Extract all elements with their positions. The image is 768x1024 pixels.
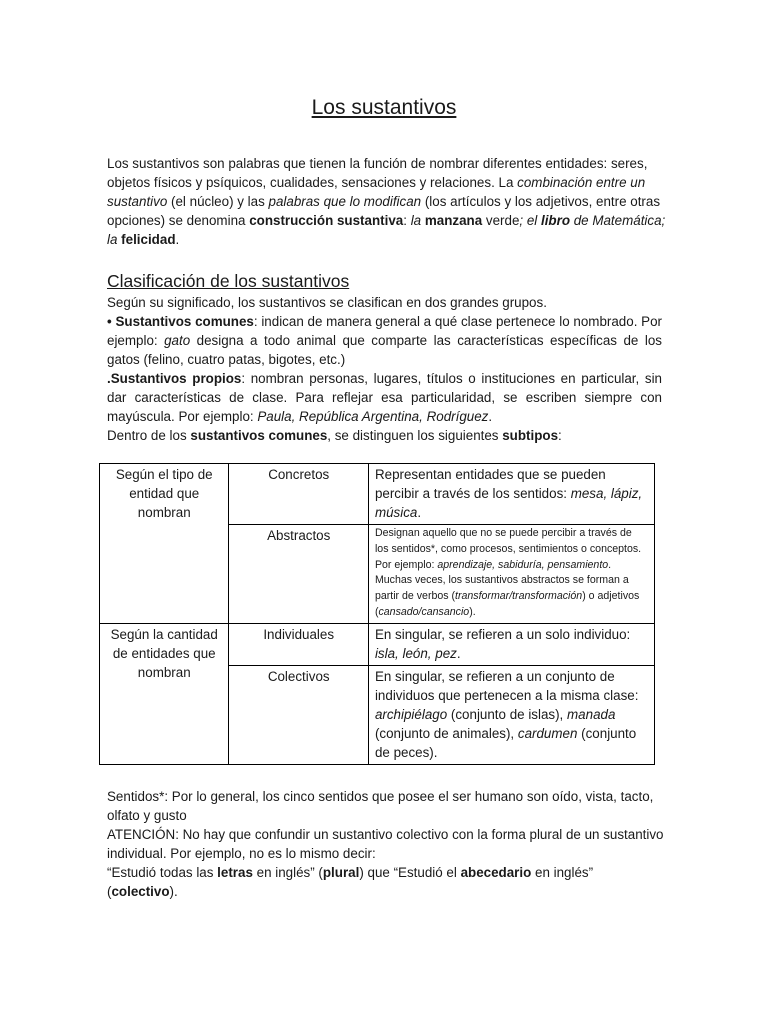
classification-section — [107, 293, 662, 445]
table-row — [100, 464, 655, 525]
definition-cell-colectivos: En singular, se refieren a un conjunto de individuos que pertenecen a la misma clase: archipiélago (conjunto de islas), manada (conjunto de animales), cardumen (conjunto de peces). — [368, 665, 654, 764]
classification-intro: Según su significado, los sustantivos se clasifican en dos grandes grupos. — [107, 295, 547, 310]
section-title: Clasificación de los sustantivos — [107, 271, 350, 291]
subtypes-table — [99, 463, 655, 765]
notes-section — [107, 787, 667, 901]
table-row — [100, 623, 655, 665]
example-sentence: “Estudió todas las letras en inglés” (plural) que “Estudió el abecedario en inglés” (colectivo). — [107, 865, 594, 899]
type-cell-concretos: Concretos — [229, 464, 369, 525]
type-cell-abstractos: Abstractos — [229, 525, 369, 624]
attention-note: ATENCIÓN: No hay que confundir un sustantivo colectivo con la forma plural de un sustantivo individual. Por ejemplo, no es lo mismo decir: — [107, 827, 664, 861]
common-nouns-paragraph: • Sustantivos comunes: indican de manera general a qué clase pertenece lo nombrado. Por ejemplo: gato designa a todo animal que comparte las características específicas de los gatos (felino, cuatro patas, bigotes, etc.) — [107, 314, 662, 367]
definition-cell-individuales: En singular, se refieren a un solo individuo: isla, león, pez. — [368, 623, 654, 665]
type-cell-colectivos: Colectivos — [229, 665, 369, 764]
subtypes-intro: Dentro de los sustantivos comunes, se distinguen los siguientes subtipos: — [107, 428, 562, 443]
definition-cell-abstractos: Designan aquello que no se puede percibir a través de los sentidos*, como procesos, sentimientos o conceptos. Por ejemplo: aprendizaje, sabiduría, pensamiento. Muchas veces, los sustantivos abstractos se forman a partir de verbos (transformar/transformación) o adjetivos (cansado/cansancio). — [368, 525, 654, 624]
group-cell-quantity: Según la cantidad de entidades que nombran — [100, 623, 229, 764]
page-title: Los sustantivos — [311, 96, 457, 119]
intro-paragraph: Los sustantivos son palabras que tienen la función de nombrar diferentes entidades: seres, objetos físicos y psíquicos, cualidades, sensaciones y relaciones. La combinación entre un sustantivo (el núcleo) y las palabras que lo modifican (los artículos y los adjetivos, entre otras opciones) se denomina construcción sustantiva: la manzana verde; el libro de Matemática; la felicidad. — [107, 156, 666, 247]
proper-nouns-paragraph: .Sustantivos propios: nombran personas, lugares, títulos o instituciones en particular, sin dar características de clase. Para reflejar esa particularidad, se escriben siempre con mayúscula. Por ejemplo: Paula, República Argentina, Rodríguez. — [107, 371, 662, 424]
senses-footnote: Sentidos*: Por lo general, los cinco sentidos que posee el ser humano son oído, vista, tacto, olfato y gusto — [107, 789, 654, 823]
type-cell-individuales: Individuales — [229, 623, 369, 665]
group-cell-entity-type: Según el tipo de entidad que nombran — [100, 464, 229, 624]
definition-cell-concretos: Representan entidades que se pueden percibir a través de los sentidos: mesa, lápiz, música. — [368, 464, 654, 525]
